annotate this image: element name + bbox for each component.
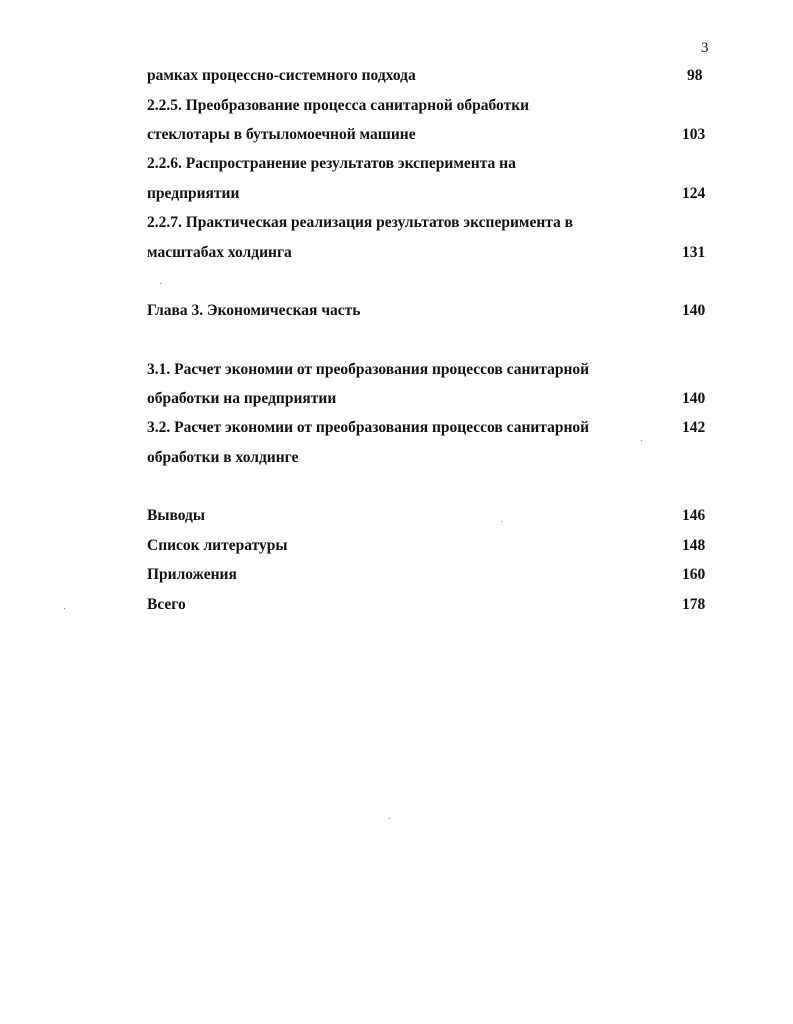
- toc-entry-text: обработки в холдинге: [147, 449, 299, 466]
- toc-entry-text: масштабах холдинга: [147, 244, 292, 261]
- toc-entry-text: 3.1. Расчет экономии от преобразования процессов санитарной: [147, 361, 590, 378]
- toc-entry-text: предприятии: [147, 185, 240, 202]
- scan-speck: [64, 608, 65, 609]
- toc-entry-page: 98: [687, 67, 703, 84]
- toc-entry-text: обработки на предприятии: [147, 390, 337, 407]
- toc-entry-page: 178: [682, 596, 706, 613]
- toc-chapter-title: Глава 3. Экономическая часть: [147, 302, 361, 319]
- toc-entry-page: 160: [682, 566, 706, 583]
- scan-speck: [160, 283, 161, 284]
- toc-entry-text: Выводы: [147, 507, 205, 524]
- toc-entry-text: рамках процессно-системного подхода: [147, 67, 416, 84]
- toc-entry-text: Список литературы: [147, 537, 288, 554]
- toc-entry-text: 3.2. Расчет экономии от преобразования процессов санитарной: [147, 419, 590, 436]
- toc-entry-page: 140: [682, 390, 706, 407]
- toc-entry-text: 2.2.5. Преобразование процесса санитарной обработки: [147, 97, 530, 114]
- toc-entry-page: 131: [682, 244, 706, 261]
- scan-speck: [501, 521, 502, 522]
- toc-entry-page: 140: [682, 302, 706, 319]
- scan-speck: [389, 818, 390, 819]
- toc-entry-text: Приложения: [147, 566, 237, 583]
- toc-entry-text: 2.2.7. Практическая реализация результатов эксперимента в: [147, 214, 574, 231]
- toc-entry-text: Всего: [147, 596, 186, 613]
- toc-entry-text: 2.2.6. Распространение результатов эксперимента на: [147, 155, 516, 172]
- toc-entry-page: 148: [682, 537, 706, 554]
- toc-entry-page: 146: [682, 507, 706, 524]
- toc-entry-text: стеклотары в бутыломоечной машине: [147, 126, 416, 143]
- toc-entry-page: 124: [682, 185, 706, 202]
- scan-speck: [641, 440, 642, 441]
- toc-entry-page: 103: [682, 126, 706, 143]
- toc-entry-page: 142: [682, 419, 706, 436]
- page-number: 3: [701, 40, 709, 56]
